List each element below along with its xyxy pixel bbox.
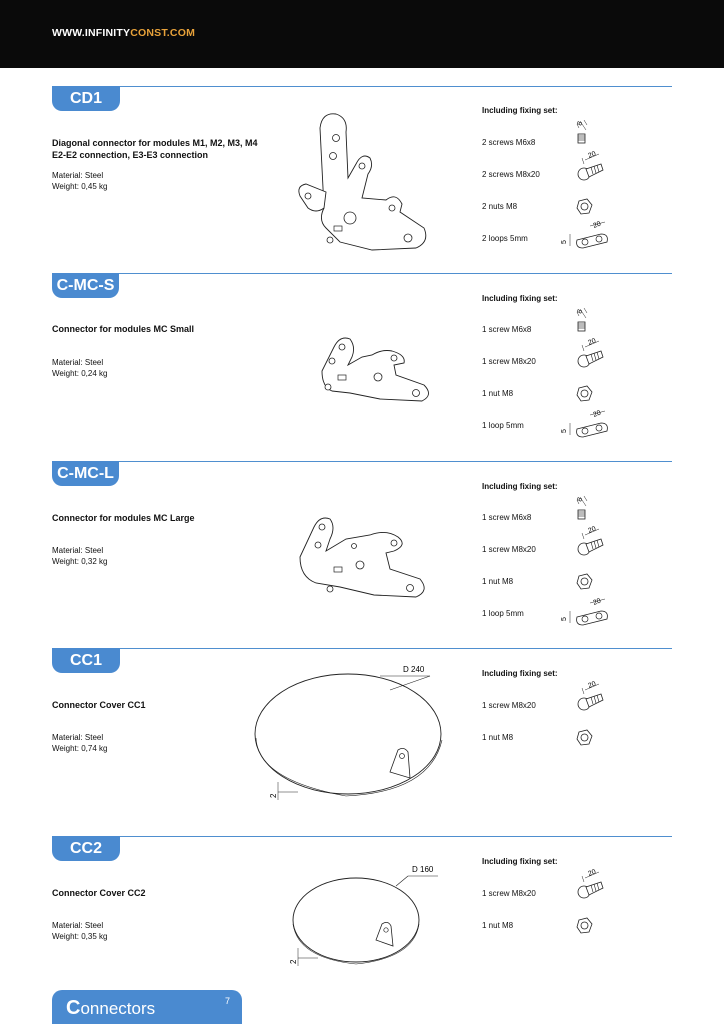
svg-text:8: 8 — [576, 120, 585, 127]
product-material: Material: Steel — [52, 546, 104, 555]
site-url[interactable] — [52, 27, 195, 39]
svg-text:20: 20 — [587, 868, 598, 878]
fixing-item: 1 screw M6x8 — [482, 513, 532, 522]
svg-text:5: 5 — [561, 240, 568, 244]
product-material: Material: Steel — [52, 733, 104, 742]
loop-icon — [561, 409, 615, 441]
screw-m8-icon — [565, 527, 615, 559]
nut-icon — [565, 910, 615, 942]
screw-m6-icon — [565, 494, 615, 526]
thickness-label: 2 — [269, 793, 278, 798]
nut-icon — [565, 722, 615, 754]
fixing-item: 2 screws M6x8 — [482, 138, 536, 147]
section-tab-cd1: CD1 — [52, 86, 120, 111]
cc1-cover-drawing — [250, 654, 450, 804]
fixing-item: 2 screws M8x20 — [482, 170, 540, 179]
section-tab-cc2: CC2 — [52, 836, 120, 861]
svg-text:8: 8 — [576, 496, 585, 503]
fixing-set-heading: Including fixing set: — [482, 106, 558, 115]
svg-text:20: 20 — [587, 680, 598, 690]
svg-text:8: 8 — [576, 308, 585, 315]
product-weight: Weight: 0,74 kg — [52, 744, 108, 753]
fixing-item: 1 nut M8 — [482, 389, 514, 398]
product-weight: Weight: 0,45 kg — [52, 182, 108, 191]
footer-title-initial: C — [66, 997, 81, 1019]
svg-text:5: 5 — [561, 617, 568, 621]
screw-m8-icon — [565, 152, 615, 184]
cd1-connector-drawing — [290, 108, 435, 258]
svg-text:20: 20 — [587, 150, 598, 160]
screw-m8-icon — [565, 682, 615, 714]
fixing-item: 2 loops 5mm — [482, 234, 528, 243]
product-material: Material: Steel — [52, 358, 104, 367]
screw-m6-icon — [565, 306, 615, 338]
product-material: Material: Steel — [52, 921, 104, 930]
product-weight: Weight: 0,32 kg — [52, 557, 108, 566]
section-tab-c-mc-l: C-MC-L — [52, 461, 119, 486]
fixing-item: 1 screw M8x20 — [482, 889, 536, 898]
screw-m8-icon — [565, 870, 615, 902]
svg-text:20: 20 — [592, 597, 603, 607]
fixing-item: 1 screw M8x20 — [482, 357, 536, 366]
product-title: Connector Cover CC1 — [52, 700, 146, 710]
fixing-item: 2 nuts M8 — [482, 202, 518, 211]
diameter-label: D 240 — [403, 665, 425, 674]
svg-text:20: 20 — [587, 337, 598, 347]
fixing-item: 1 screw M8x20 — [482, 545, 536, 554]
product-title-line2: E2-E2 connection, E3-E3 connection — [52, 150, 209, 160]
section-divider — [52, 836, 672, 837]
svg-text:20: 20 — [592, 409, 603, 419]
site-url-prefix: WWW.INFINITY — [52, 27, 131, 39]
section-divider — [52, 86, 672, 87]
product-weight: Weight: 0,35 kg — [52, 932, 108, 941]
fixing-item: 1 screw M8x20 — [482, 701, 536, 710]
c-mc-s-connector-drawing — [312, 331, 437, 406]
fixing-item: 1 loop 5mm — [482, 421, 524, 430]
loop-icon — [561, 220, 615, 252]
header-bar — [0, 0, 724, 68]
fixing-set-heading: Including fixing set: — [482, 857, 558, 866]
section-divider — [52, 461, 672, 462]
product-weight: Weight: 0,24 kg — [52, 369, 108, 378]
fixing-set-heading: Including fixing set: — [482, 669, 558, 678]
cc2-cover-drawing — [284, 862, 454, 972]
section-divider — [52, 648, 672, 649]
loop-icon — [561, 597, 615, 629]
svg-text:5: 5 — [561, 429, 568, 433]
fixing-set-heading: Including fixing set: — [482, 294, 558, 303]
nut-icon — [565, 566, 615, 598]
product-title: Connector for modules MC Small — [52, 324, 195, 334]
footer-section-title — [66, 997, 155, 1020]
screw-m8-icon — [565, 339, 615, 371]
fixing-item: 1 loop 5mm — [482, 609, 524, 618]
product-material: Material: Steel — [52, 171, 104, 180]
fixing-set-heading: Including fixing set: — [482, 482, 558, 491]
page-number: 7 — [225, 996, 231, 1006]
nut-icon — [565, 378, 615, 410]
section-divider — [52, 273, 672, 274]
fixing-item: 1 nut M8 — [482, 733, 514, 742]
screw-m6-icon — [565, 118, 615, 150]
diameter-label: D 160 — [412, 865, 434, 874]
fixing-item: 1 screw M6x8 — [482, 325, 532, 334]
svg-text:20: 20 — [592, 220, 603, 230]
svg-text:20: 20 — [587, 525, 598, 535]
fixing-item: 1 nut M8 — [482, 577, 514, 586]
footer-title-rest: onnectors — [80, 999, 156, 1018]
fixing-item: 1 nut M8 — [482, 921, 514, 930]
section-tab-cc1: CC1 — [52, 648, 120, 673]
product-title: Connector Cover CC2 — [52, 888, 146, 898]
nut-icon — [565, 191, 615, 223]
site-url-accent: CONST.COM — [130, 27, 196, 39]
product-title: Connector for modules MC Large — [52, 513, 195, 523]
section-tab-c-mc-s: C-MC-S — [52, 273, 119, 298]
product-title-line1: Diagonal connector for modules M1, M2, M3, M4 — [52, 138, 258, 148]
thickness-label: 2 — [289, 959, 298, 964]
c-mc-l-connector-drawing — [290, 513, 430, 601]
